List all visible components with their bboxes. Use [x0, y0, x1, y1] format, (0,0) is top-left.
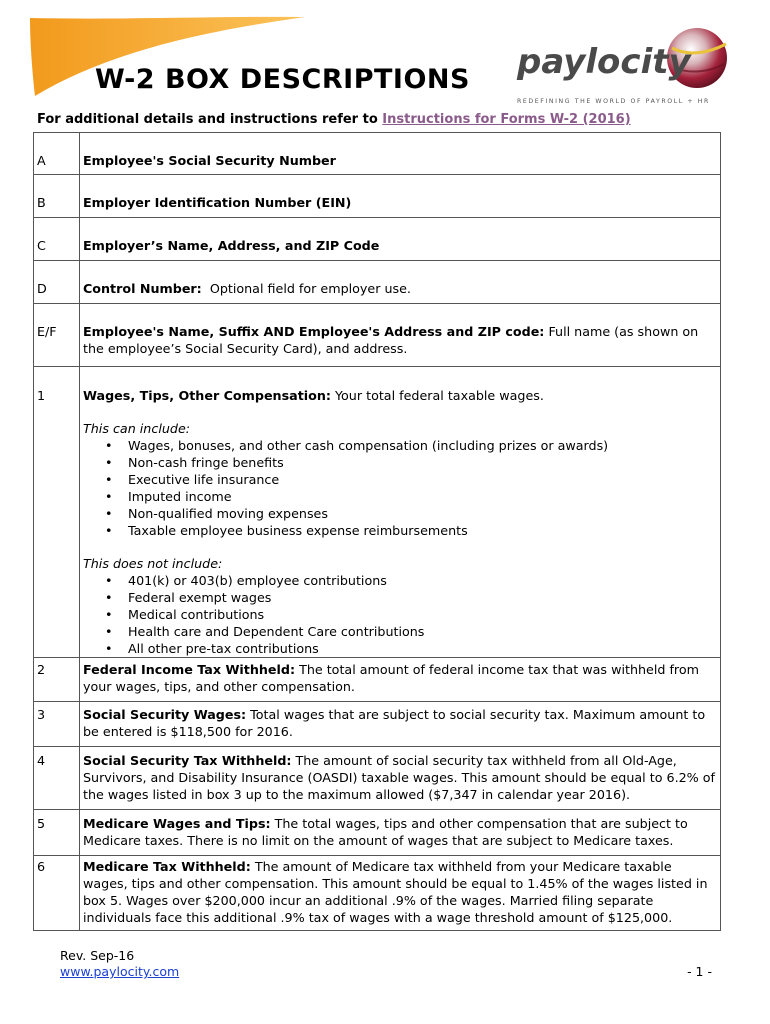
- list-item: • Medical contributions: [105, 607, 265, 622]
- list-item: • Federal exempt wages: [105, 590, 272, 605]
- revision-label: Rev. Sep-16: [60, 948, 135, 963]
- exclude-heading: This does not include:: [83, 556, 223, 571]
- svg-text:paylocity: paylocity: [517, 42, 691, 82]
- box-label: Employer Identification Number (EIN): [83, 195, 352, 210]
- include-heading: This can include:: [83, 421, 191, 436]
- box-description: [80, 367, 721, 658]
- website-link[interactable]: www.paylocity.com: [60, 964, 180, 979]
- box-label: Federal Income Tax Withheld:: [83, 662, 296, 677]
- bullet-icon: •: [105, 641, 113, 656]
- table-row: [34, 658, 721, 702]
- table-row: [34, 175, 721, 218]
- box-code: A: [34, 133, 80, 175]
- paylocity-logo: [512, 18, 752, 110]
- box-code: 4: [34, 747, 80, 810]
- box-description: [80, 702, 721, 747]
- list-item: • Health care and Dependent Care contributions: [105, 624, 425, 639]
- table-row: [34, 261, 721, 304]
- box-description: [80, 261, 721, 304]
- box-label: Employee's Social Security Number: [83, 153, 336, 168]
- box-code: 1: [34, 367, 80, 658]
- list-item: • Executive life insurance: [105, 472, 280, 487]
- table-row: [34, 133, 721, 175]
- box-code: 5: [34, 810, 80, 856]
- box-label: Social Security Wages:: [83, 707, 247, 722]
- box-code: 2: [34, 658, 80, 702]
- box-code: 6: [34, 856, 80, 931]
- box-text: Full name (as shown on the employee’s Social Security Card), and address.: [83, 324, 699, 356]
- w2-box-table: [33, 132, 721, 931]
- page-title: W-2 BOX DESCRIPTIONS: [95, 64, 470, 95]
- box-description: [80, 218, 721, 261]
- bullet-icon: •: [105, 455, 113, 470]
- list-item: • Imputed income: [105, 489, 232, 504]
- page-number: - 1 -: [687, 964, 712, 979]
- box-code: B: [34, 175, 80, 218]
- box-code: 3: [34, 702, 80, 747]
- svg-text:REDEFINING THE WORLD OF PAYROL: REDEFINING THE WORLD OF PAYROLL + HR: [517, 98, 710, 105]
- list-item: • All other pre-tax contributions: [105, 641, 319, 656]
- box-label: Medicare Tax Withheld:: [83, 859, 251, 874]
- table-row: [34, 856, 721, 931]
- list-item: • 401(k) or 403(b) employee contributions: [105, 573, 387, 588]
- box-text: The total wages, tips and other compensation that are subject to Medicare taxes. There is no limit on the amount of wages that are subject to Medicare taxes.: [83, 816, 688, 848]
- box-code: E/F: [34, 304, 80, 367]
- instructions-link[interactable]: Instructions for Forms W-2 (2016): [382, 112, 631, 127]
- bullet-icon: •: [105, 607, 113, 622]
- box-label: Control Number:: [83, 281, 202, 296]
- bullet-icon: •: [105, 472, 113, 487]
- intro-text: For additional details and instructions refer to: [37, 112, 378, 127]
- include-list: [83, 437, 717, 539]
- bullet-icon: •: [105, 573, 113, 588]
- box-code: C: [34, 218, 80, 261]
- box-text: Your total federal taxable wages.: [334, 388, 544, 403]
- bullet-icon: •: [105, 624, 113, 639]
- box-description: [80, 658, 721, 702]
- box-description: [80, 133, 721, 175]
- box-description: [80, 175, 721, 218]
- box-label: Wages, Tips, Other Compensation:: [83, 388, 331, 403]
- bullet-icon: •: [105, 590, 113, 605]
- box-text: Optional field for employer use.: [209, 281, 411, 296]
- bullet-icon: •: [105, 438, 113, 453]
- box-label: Employer’s Name, Address, and ZIP Code: [83, 238, 380, 253]
- table-row: [34, 218, 721, 261]
- box-description: [80, 747, 721, 810]
- list-item: • Wages, bonuses, and other cash compensation (including prizes or awards): [105, 438, 609, 453]
- box-description: [80, 810, 721, 856]
- table-row: [34, 304, 721, 367]
- box-description: [80, 304, 721, 367]
- box-text: Total wages that are subject to social security tax. Maximum amount to be entered is $118,500 for 2016.: [83, 707, 706, 739]
- box-label: Medicare Wages and Tips:: [83, 816, 271, 831]
- box-text: The amount of Medicare tax withheld from your Medicare taxable wages, tips and other compensation. This amount should be equal to 1.45% of the wages listed in box 5. Wages over $200,000 incur an additional .9% of the wages. Married filing separate individuals face this additional .9% tax of wages with a wage threshold amount of $125,000.: [83, 859, 708, 925]
- box-label: Social Security Tax Withheld:: [83, 753, 292, 768]
- box-label: Employee's Name, Suffix AND Employee's Address and ZIP code:: [83, 324, 545, 339]
- list-item: • Non-cash fringe benefits: [105, 455, 284, 470]
- list-item: • Non-qualified moving expenses: [105, 506, 328, 521]
- list-item: • Taxable employee business expense reimbursements: [105, 523, 468, 538]
- box-description: [80, 856, 721, 931]
- box-code: D: [34, 261, 80, 304]
- box-text: The total amount of federal income tax that was withheld from your wages, tips, and other compensation.: [83, 662, 699, 694]
- bullet-icon: •: [105, 506, 113, 521]
- bullet-icon: •: [105, 489, 113, 504]
- table-row: [34, 810, 721, 856]
- table-row: [34, 367, 721, 658]
- table-row: [34, 702, 721, 747]
- bullet-icon: •: [105, 523, 113, 538]
- exclude-list: [83, 572, 717, 657]
- box-text: The amount of social security tax withheld from all Old-Age, Survivors, and Disability Insurance (OASDI) taxable wages. This amount should be equal to 6.2% of the wages listed in box 3 up to the maximum allowed ($7,347 in calendar year 2016).: [83, 753, 715, 802]
- table-row: [34, 747, 721, 810]
- intro-line: [37, 112, 631, 127]
